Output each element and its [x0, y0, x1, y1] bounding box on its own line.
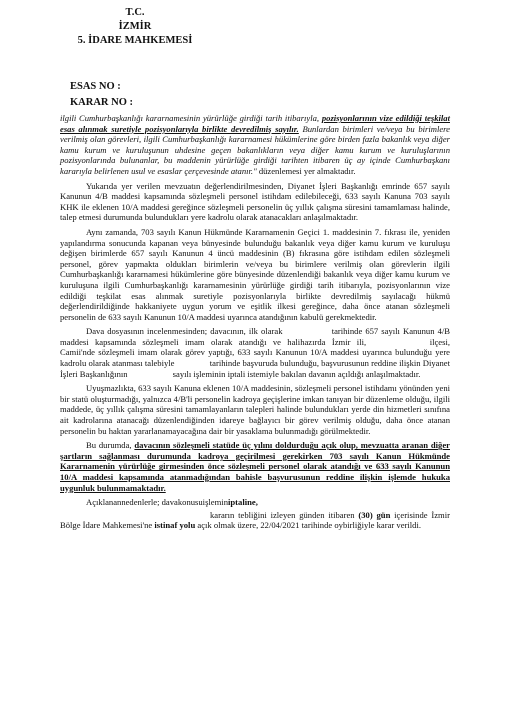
- decision-body: [60, 113, 509, 535]
- paragraph-evaluation: Yukarıda yer verilen mevzuatın değerlendirilmesinden, Diyanet İşleri Başkanlığı emrinde 657 sayılı Kanunun 4/B maddesi kapsamında sözleşmeli personel istihdam edilebileceği, 633 sayılı Kanuna 703 sayılı KHK ile eklenen 10/A maddesi gereğince sözleşmeli personelin üç yıllık çalışma süresini tamamlaması halinde, talep etmesi durumunda bulundukları yere kadrolu olarak atanacakları anlaşılmaktadır.: [60, 180, 450, 223]
- appeal-text-b: içerisinde İzmir Bölge İdare Mahkemesi'ne: [60, 509, 450, 531]
- paragraph-appeal: [60, 510, 450, 531]
- appeal-route: istinaf yolu: [154, 520, 196, 531]
- paragraph-transitional-article: Aynı zamanda, 703 sayılı Kanun Hükmünde Kararnamenin Geçici 1. maddesinin 7. fıkrası ile, yeniden yapılandırma sonucunda kapanan veya bünyesinde bulunduğu bakanlık veya diğer kamu kurum ve kuruluşu değişen birimlerde 657 sayılı Kanunun 4 üncü maddesinin (B) fıkrasına göre istihdam edilen sözleşmeli personel, görev yapmakta oldukları birimlerin ve/veya bu birimlere verilmiş olan görevlerin ilgili Cumhurbaşkanlığı kararnamesi hükümlerine göre bünyesinde düzenlendiği bakanlık veya diğer kamu kurum ve kuruluşuna ilgili Cumhurbaşkanlığı kararnamesinin yürürlüğe girdiği tarih itibarıyla, pozisyonlarının vize edildiği teşkilat esas alınmak suretiyle pozisyonlarıyla birlikte devredilmiş sayılacağı hükmü değerlendirildiğinde hakkaniyete uygun yorum ve eşitlik ilkesi gereğince, daha önce atanan sözleşmeli personelin de 633 sayılı Kanunun 10/A maddesi uyarınca atandığının kabulü gerekmektedir.: [60, 226, 450, 322]
- header-court: 5. İDARE MAHKEMESİ: [77, 35, 193, 46]
- appeal-days: (30) gün: [358, 509, 391, 520]
- esas-no-label: ESAS NO :: [70, 81, 121, 92]
- paragraph-case-file: Dava dosyasının incelenmesinden; davacının, ilk olarak tarihinde 657 sayılı Kanunun 4/B maddesi kapsamında sözleşmeli imam olarak atandığı ve halihazırda İzmir ili, ilçesi, Camii'nde sözleşmeli imam olarak görev yaptığı, 633 sayılı Kanunun 10/A maddesi uyarınca bulunduğu yere kadrolu olarak atanması talebiyle tarihinde başvuruda bulunduğu, başvurusunun reddine ilişkin Diyanet İşleri Başkanlığının sayılı işleminin iptali istemiyle bakılan davanın açıldığı anlaşılmaktadır.: [60, 326, 509, 379]
- paragraph-conclusion: [60, 440, 450, 493]
- quote-text-b: Bunlardan birimleri ve/veya bu birimlere verilmiş olan görevleri, ilgili Cumhurbaşkanlığı kararnamesi hükümlerine göre birden fazla bakanlık veya diğer kamu kurum ve kuruluşunun uhdesine geçen bakanlıkların veya diğer kamu kurum ve kuruluşlarının pozisyonlarında bulunanlar, bu maddenin yürürlüğe girdiği tarihten itibaren üç ay içinde Cumhurbaşkanı kararıyla belirlenen usul ve esaslar çerçevesinde atanır.": [60, 123, 450, 176]
- paragraph-dispute: Uyuşmazlıkta, 633 sayılı Kanuna eklenen 10/A maddesinin, sözleşmeli personel istihdamı yönünden yeni bir statü oluşturmadığı, yalnızca 4/B'li personelin kadroya geçişlerine imkan tanıyan bir düzenleme olduğu, ilgili maddede, üç yıllık çalışma süresini tamamlayanların talepleri halinde bulundukları yerde din hizmetleri sınıfına ait kadrolarına atanacağı düzenlendiğinden idareye bağlayıcı bir görev verilmiş olduğu, daha önce atanan personelin bu haktan yararlanamayacağına dair bir yasaklama bulunmadığı görülmektedir.: [60, 383, 450, 436]
- quote-text-a: ilgili Cumhurbaşkanlığı kararnamesinin yürürlüğe girdiği tarih itibarıyla,: [60, 113, 322, 123]
- header-tc: T.C.: [125, 7, 145, 18]
- header-city: İZMİR: [118, 21, 152, 32]
- quote-tail: düzenlemesi yer almaktadır.: [256, 165, 356, 176]
- appeal-text-a: kararın tebliğini izleyen günden itibaren: [210, 509, 359, 520]
- appeal-text-c: açık olmak üzere, 22/04/2021 tarihinde oybirliğiyle karar verildi.: [195, 520, 421, 531]
- verdict-annulment: iptaline,: [228, 497, 258, 508]
- conclusion-lead: Bu durumda,: [86, 440, 135, 451]
- verdict-lead: Açıklanannedenlerle; davakonusuişlemin: [86, 497, 228, 508]
- paragraph-verdict: [60, 497, 450, 508]
- paragraph-legal-quote: [60, 113, 450, 177]
- quote-text-emphasis: pozisyonlarının vize edildiği teşkilat esas alınmak suretiyle pozisyonlarıyla birlikte devredilmiş sayılır.: [60, 113, 450, 134]
- karar-no-label: KARAR NO :: [70, 97, 133, 108]
- conclusion-emphasis: davacının sözleşmeli statüde üç yılını doldurduğu açık olup, mevzuatta aranan diğer şartların sağlanması durumunda kadroya geçirilmesi gerekirken 703 sayılı Kanun Hükmünde Kararnamenin yürürlüğe girmesinden önce sözleşmeli personel olarak atandığı ve 633 sayılı Kanunun 10/A maddesi kapsamında atanmadığından bahisle başvurusunun reddine ilişkin işlemde hukuka uygunluk bulunmamaktadır.: [60, 440, 450, 493]
